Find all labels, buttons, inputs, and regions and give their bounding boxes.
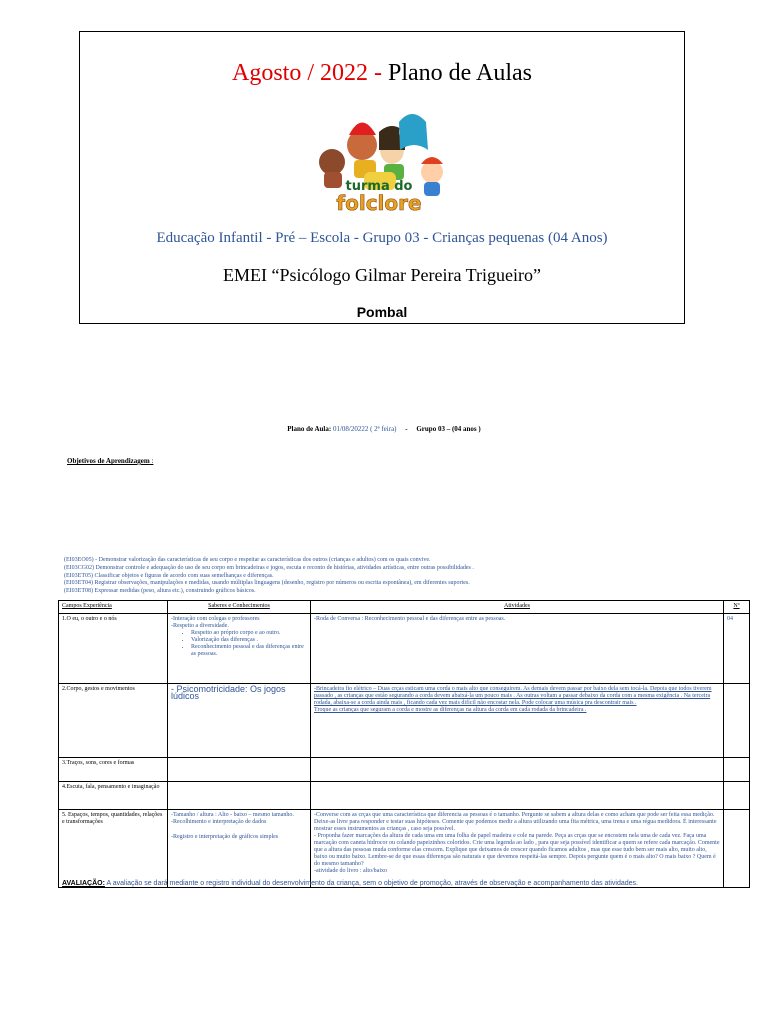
header-campos: Campos Experiência: [59, 601, 168, 614]
plano-line: [0, 425, 768, 433]
cover-title: [80, 60, 684, 87]
title-dash: -: [374, 60, 382, 86]
logo-text-top: turma do: [345, 179, 413, 194]
cover-subtitle: Educação Infantil - Pré – Escola - Grupo 03 - Crianças pequenas (04 Anos): [156, 230, 608, 246]
avaliacao: [62, 880, 638, 887]
row2-atividade: -Brincadeira fio elétrico – Duas crças esticam uma corda o mais alto que conseguirem. As demais devem passar por baixo dela sem tocá-la. Depois que todos tiverem passado , as crianças que estão segurando a corda devem abaixá-la um pouco mais . As outras voltam a passar debaixo da corda com a mesma exigência . Na terceira rodada, abaixa-se a corda ainda mais , ficando cada vez mais difícil não encostar nela. Pode colocar uma música pra descontrair mais . Troque as crianças que seguram a corda e mostre as diferenças na altura da corda em cada rodada da brincadeira .: [311, 684, 724, 758]
plano-label: Plano de Aula:: [287, 425, 332, 433]
header-num: Nº: [724, 601, 750, 614]
row3-campo: 3.Traços, sons, cores e formas: [59, 758, 168, 782]
table-row: [59, 614, 750, 684]
city-name: Pombal: [356, 304, 408, 320]
row1-campo: 1.O eu, o outro e o nós: [59, 614, 168, 684]
cover-box: [79, 31, 685, 324]
row1-atividade: -Roda de Conversa : Reconhecimento pessoal e das diferenças entre as pessoas.: [311, 614, 724, 684]
row2-campo: 2.Corpo, gestos e movimentos: [59, 684, 168, 758]
school-name: EMEI “Psicólogo Gilmar Pereira Trigueiro”: [223, 265, 541, 285]
turma-do-folclore-logo: [304, 110, 454, 220]
row5-atividade: -Converse com as crças que uma característica que diferencia as pessoas é o tamanho. Pergunte se sabem a altura delas e como acham que pode ser feita essa medição. Deixe-as livre para responder e testar suas hipóteses. Comente que podemos medir a altura utilizando uma fita métrica, uma trena e uma régua medidora. É interessante mostrar esses instrumentos as crianças , caso seja possível. - Proponha fazer marcações da altura de cada uma em uma folha de papel madeira e cole na parede. Peça as crças que se encostem nela uma de cada vez. Faça uma marcação com caneta hidrocor ou colando papeizinhos coloridos. Crie uma legenda ao lado , para que seja possível identificar a quem se refere cada marcação. Comente que a altura das pessoas muda conforme elas crescem. Explique que deixamos de crescer quando ficamos adultos , mas que esse tudo bem ser mais alto, muito alto, baixo ou muito baixo. Lembre-se de que essas diferenças são naturais e que devemos respeitá-las sempre. Depois pergunte quem é o mais alto? O mais baixo ? Quem é do mesmo tamanho? -atividade do livro : alto/baixo: [311, 810, 724, 888]
header-saberes: Saberes e Conhecimentos: [168, 601, 311, 614]
objetivo-item: (EI03ET04) Registrar observações, manipulações e medidas, usando múltiplas linguagens (desenho, registro por números ou escrita espontânea), em diferentes suportes.: [64, 580, 470, 587]
objetivos-heading: Objetivos de Aprendizagem :: [67, 457, 154, 465]
table-row: [59, 810, 750, 888]
row1-num: 04: [724, 614, 750, 684]
row5-campo: 5. Espaços, tempos, quantidades, relações e transformações: [59, 810, 168, 888]
objetivo-item: (EI03ET05) Classificar objetos e figuras de acordo com suas semelhanças e diferenças.: [64, 572, 274, 579]
logo-text-bottom: folclore: [336, 191, 422, 215]
title-plan: Plano de Aulas: [388, 60, 532, 86]
avaliacao-text: A avaliação se dará mediante o registro individual do desenvolvimento da criança, sem o objetivo de promoção, através de observação e acompanhamento das atividades.: [104, 880, 639, 887]
objetivos-list: [64, 557, 474, 596]
objetivo-item: (EI03CG02) Demonstrar controle e adequação do uso de seu corpo em brincadeiras e jogos, escuta e reconto de histórias, atividades artísticas, entre outras possibilidades .: [64, 564, 474, 571]
header-atividades: Atividades: [311, 601, 724, 614]
table-row: [59, 684, 750, 758]
table-row: [59, 782, 750, 810]
avaliacao-label: AVALIAÇÃO:: [62, 880, 105, 887]
title-month: Agosto / 2022: [231, 60, 368, 86]
objetivo-item: (EI03EO05) - Demonstrar valorização das características de seu corpo e respeitar as características dos outros (crianças e adultos) com os quais convive.: [64, 557, 431, 563]
plano-date: 01/08/20222 ( 2ª feira): [332, 425, 397, 433]
row1-saberes: -Interação com colegas e professores -Respeito a diversidade. • Respeito ao próprio corpo e ao outro. • Valorização das diferenças . • Reconhecimento pessoal e das diferenças entre as pessoas.: [168, 614, 311, 684]
row5-saberes: -Tamanho / altura : Alto - baixo – mesmo tamanho. -Recolhimento e interpretação de dados -Registro e interpretação de gráficos simples: [168, 810, 311, 888]
plan-table: [58, 600, 750, 888]
objetivo-item: (EI03ET08) Expressar medidas (peso, altura etc.), construindo gráficos básicos.: [64, 588, 256, 595]
plano-sep: -: [405, 425, 408, 433]
row2-saberes: - Psicomotricidade: Os jogos lúdicos: [168, 684, 311, 758]
table-header-row: [59, 601, 750, 614]
row4-campo: 4.Escuta, fala, pensamento e imaginação: [59, 782, 168, 810]
table-row: [59, 758, 750, 782]
plano-grupo: Grupo 03 – (04 anos ): [416, 425, 481, 433]
